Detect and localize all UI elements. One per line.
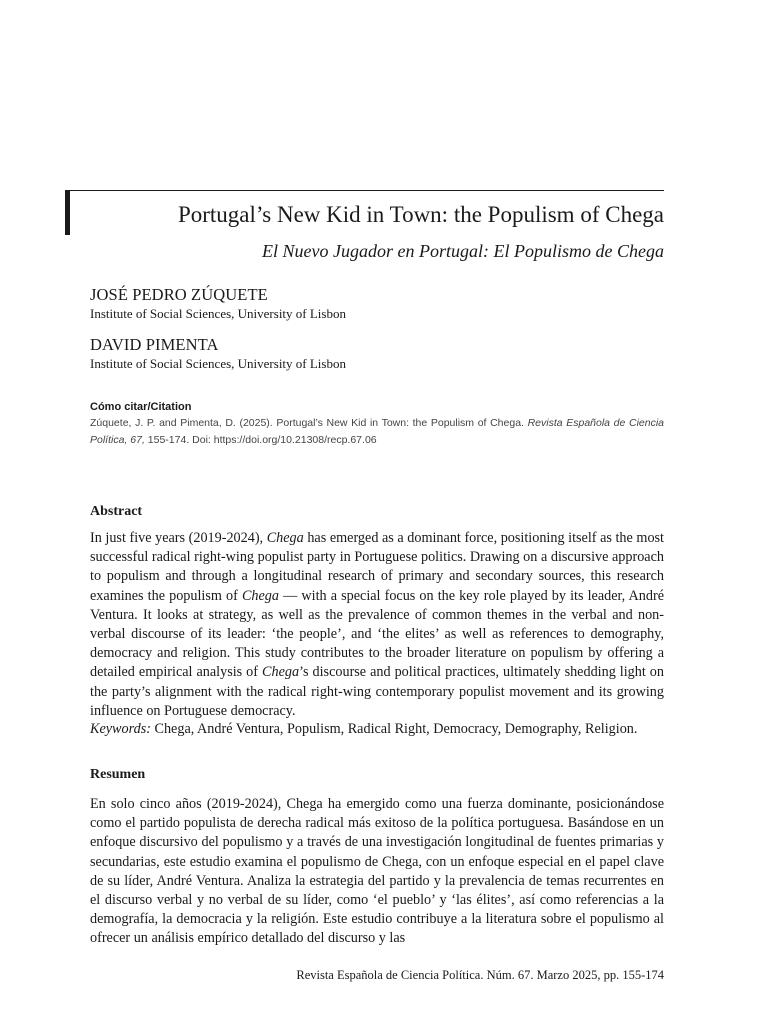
- author-2: [90, 335, 670, 373]
- keywords-label: Keywords:: [90, 721, 151, 737]
- abstract-italic: Chega: [262, 664, 300, 681]
- citation-label: Cómo citar/Citation: [90, 401, 192, 413]
- author-name: DAVID PIMENTA: [90, 335, 219, 354]
- abstract-fragment: ’s discourse and political practices, ultimately shedding light on the party’s alignment with the radical right-wing contemporary populist movement and its growing influence on Portuguese democracy.: [90, 664, 664, 719]
- author-affiliation: Institute of Social Sciences, University of Lisbon: [90, 356, 346, 371]
- resumen-heading: Resumen: [90, 767, 146, 782]
- title-rule: [65, 190, 664, 191]
- citation-authors-title: Zúquete, J. P. and Pimenta, D. (2025). Portugal’s New Kid in Town: the Populism of Chega.: [90, 417, 528, 429]
- keywords-list: Chega, André Ventura, Populism, Radical Right, Democracy, Demography, Religion.: [150, 721, 638, 737]
- abstract-heading: Abstract: [90, 504, 143, 519]
- citation-journal: Revista Española de Ciencia Política, 67,: [90, 417, 664, 446]
- citation-text: [90, 415, 664, 449]
- author-name: JOSÉ PEDRO ZÚQUETE: [90, 285, 268, 304]
- abstract-text: [90, 529, 664, 721]
- page-footer: Revista Española de Ciencia Política. Núm. 67. Marzo 2025, pp. 155-174: [296, 968, 664, 982]
- article-title: Portugal’s New Kid in Town: the Populism of Chega: [177, 202, 664, 227]
- author-affiliation: Institute of Social Sciences, University of Lisbon: [90, 306, 346, 321]
- resumen-text: En solo cinco años (2019-2024), Chega ha emergido como una fuerza dominante, posicionándose como el partido populista de derecha radical más exitoso de la política portuguesa. Basándose en un enfoque discursivo del populismo y a través de una investigación longitudinal de fuentes primarias y secundarias, este estudio examina el populismo de Chega, con un enfoque especial en el papel clave de su líder, André Ventura. Analiza la estrategia del partido y la prevalencia de temas recurrentes en el discurso verbal y no verbal de su líder, como ‘el pueblo’ y ‘las élites’, así como referencias a la demografía, la democracia y la religión. Este estudio contribuye a la literatura sobre el populismo al ofrecer un análisis empírico detallado del discurso y las: [90, 796, 664, 947]
- title-accent-bar: [65, 190, 70, 235]
- abstract-italic: Chega: [266, 530, 304, 546]
- citation-doi[interactable]: 155-174. Doi: https://doi.org/10.21308/recp.67.06: [144, 434, 377, 446]
- article-subtitle: El Nuevo Jugador en Portugal: El Populismo de Chega: [262, 241, 664, 261]
- abstract-fragment: has emerged as a dominant force, positioning itself as the most successful radical right-wing populist party in Portuguese politics. Drawing on a discursive approach to populism and through a longitudinal research of primary and secondary sources, this research examines the populism of: [90, 530, 664, 604]
- abstract-italic: Chega: [241, 587, 279, 604]
- abstract-fragment: In just five years (2019-2024),: [90, 530, 267, 546]
- keywords: [90, 720, 664, 739]
- citation-block: [90, 399, 664, 449]
- author-1: [90, 285, 670, 323]
- abstract-fragment: — with a special focus on the key role played by its leader, André Ventura. It looks at strategy, as well as the prevalence of common themes in the verbal and non-verbal discourse of its leader: ‘the people’, and ‘the elites’ as well as references to demography, democracy and religion. This study contributes to the broader literature on populism by offering a detailed empirical analysis of: [90, 587, 664, 681]
